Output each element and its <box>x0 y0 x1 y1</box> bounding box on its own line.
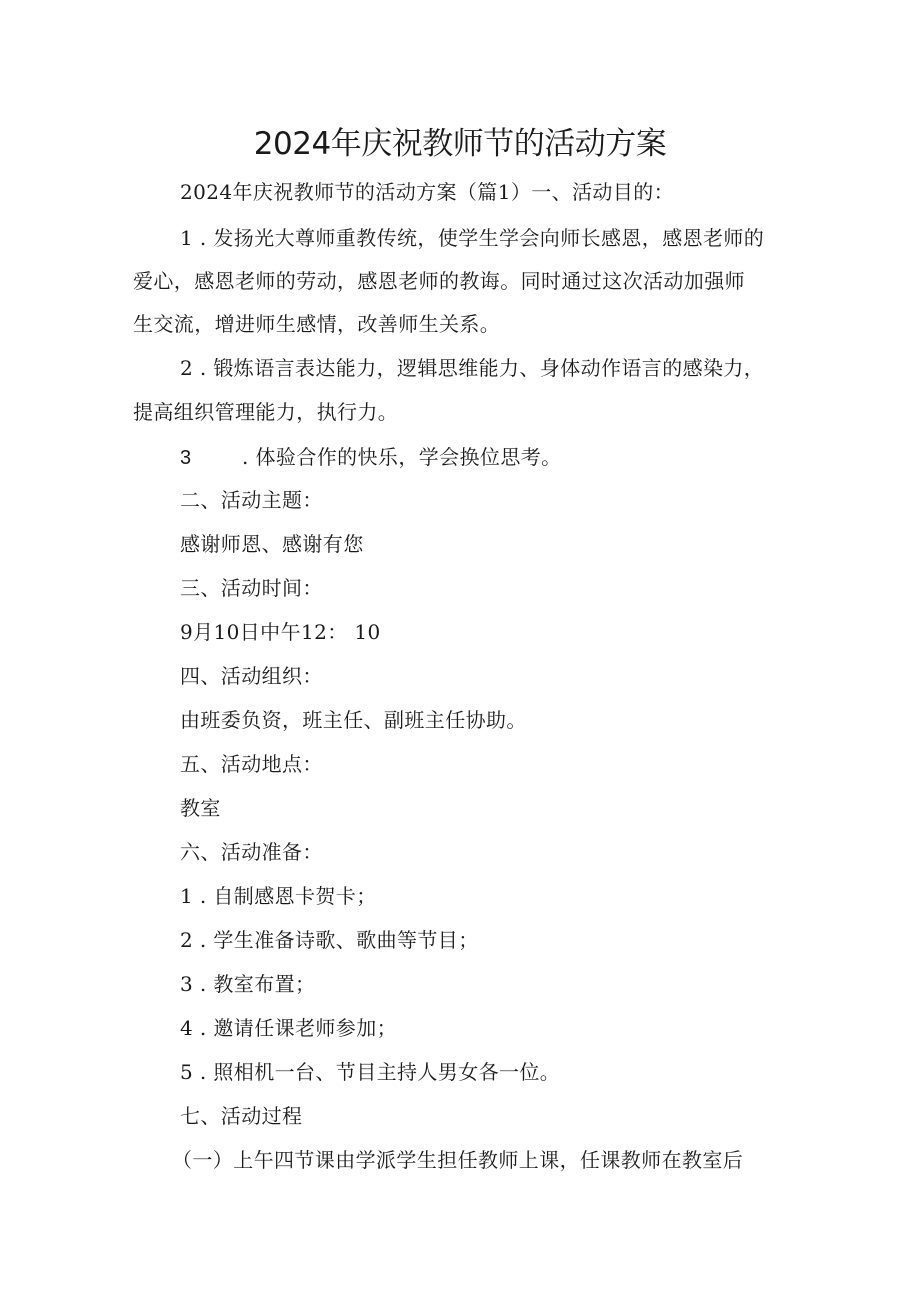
list-item-preparation-5: 5 . 照相机一台、节目主持人男女各一位。 <box>180 1060 561 1084</box>
heading-process: 七、活动过程 <box>180 1104 303 1128</box>
paragraph-purpose-1-line-1: 1 . 发扬光大尊师重教传统，使学生学会向师长感恩，感恩老师的 <box>180 226 765 250</box>
paragraph-purpose-1-line-3: 生交流，增进师生感情，改善师生关系。 <box>133 312 501 336</box>
list-item-preparation-4: 4 . 邀请任课老师参加； <box>180 1016 397 1040</box>
paragraph-purpose-2-line-1: 2 . 锻炼语言表达能力，逻辑思维能力、身体动作语言的感染力， <box>180 356 765 380</box>
heading-preparation: 六、活动准备： <box>180 840 323 864</box>
paragraph-theme: 感谢师恩、感谢有您 <box>180 532 364 556</box>
list-item-preparation-2: 2 . 学生准备诗歌、歌曲等节目； <box>180 928 479 952</box>
paragraph-location: 教室 <box>180 796 221 820</box>
paragraph-purpose-2-line-2: 提高组织管理能力，执行力。 <box>133 400 399 424</box>
heading-location: 五、活动地点： <box>180 752 323 776</box>
paragraph-process-1: （一）上午四节课由学派学生担任教师上课，任课教师在教室后 <box>172 1148 744 1172</box>
list-text: . 体验合作的快乐，学会换位思考。 <box>242 445 562 469</box>
heading-theme: 二、活动主题： <box>180 488 323 512</box>
list-item-preparation-3: 3 . 教室布置； <box>180 972 316 996</box>
paragraph-intro: 2024年庆祝教师节的活动方案（篇1）一、活动目的： <box>180 180 675 204</box>
heading-organization: 四、活动组织： <box>180 664 323 688</box>
heading-time: 三、活动时间： <box>180 576 323 600</box>
document-title: 2024年庆祝教师节的活动方案 <box>253 126 667 162</box>
paragraph-purpose-3 <box>180 443 562 472</box>
paragraph-organization: 由班委负资，班主任、副班主任协助。 <box>180 708 527 732</box>
paragraph-purpose-1-line-2: 爱心，感恩老师的劳动，感恩老师的教诲。同时通过这次活动加强师 <box>133 269 745 293</box>
list-item-preparation-1: 1 . 自制感恩卡贺卡； <box>180 884 377 908</box>
list-number: 3 <box>180 447 192 469</box>
paragraph-time: 9月10日中午12： 10 <box>180 620 381 644</box>
